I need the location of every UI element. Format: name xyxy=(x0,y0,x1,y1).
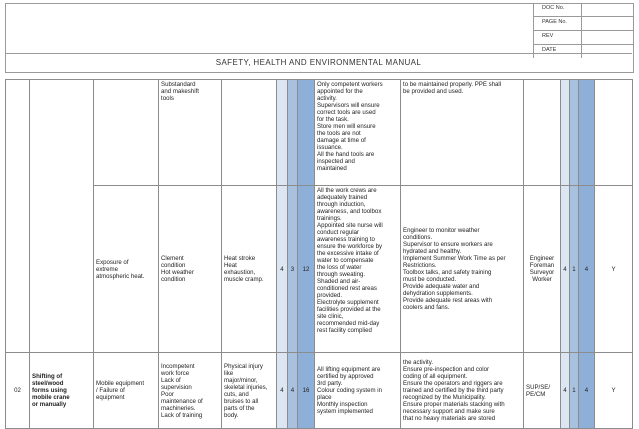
activity-cell: Shifting of steel/wood forms using mobile crane or manually xyxy=(30,353,94,429)
doc-no-row xyxy=(534,3,633,17)
residual-likelihood-cell: 4 xyxy=(561,353,570,429)
cause-cell: Clement condition Hot weather condition xyxy=(159,186,222,353)
control-measures-cell: All the work crews are adequately trained through induction, awareness, and toolbox trainings. Appointed site nurse will conduct regular awareness training to ensure the workforce by the excessive intake of water to compensate the loss of water through sweating. Shaded and air- conditioned rest areas provided. Electrolyte supplement facilities provided at the site clinic, recommended mid-day rest facility complied xyxy=(315,186,401,353)
effect-cell: Physical injury like major/minor, skeletal injuries, cuts, and bruises to all parts of the body. xyxy=(222,353,277,429)
residual-severity-cell: 1 xyxy=(570,353,579,429)
likelihood-cell xyxy=(277,80,288,186)
risk-cell: 12 xyxy=(298,186,315,353)
rev-row xyxy=(534,31,633,45)
likelihood-cell: 4 xyxy=(277,353,288,429)
hazard-cell: Mobile equipment / Failure of equipment xyxy=(94,353,159,429)
severity-cell xyxy=(288,80,298,186)
doc-no-label: DOC No. xyxy=(542,5,565,11)
responsibility-cell: SUP/SE/ PE/CM xyxy=(524,353,561,429)
date-label: DATE xyxy=(542,47,557,53)
residual-risk-cell: 4 xyxy=(579,186,595,353)
additional-controls-cell: Engineer to monitor weather conditions. Supervisor to ensure workers are hydrated and healthy. Implement Summer Work Time as per Restrictions. Toolbox talks, and safety training must be conducted. Provide adequate water and dehydration supplements. Provide adequate rest areas with coolers and fans. xyxy=(401,186,524,353)
control-measures-cell: Only competent workers appointed for the activity. Supervisors will ensure correct tools are used for the task. Store men will ensure the tools are not damage at time of issuance. All the hand tools are inspected and maintained xyxy=(315,80,401,186)
page-no-row xyxy=(534,17,633,31)
residual-severity-cell xyxy=(570,80,579,186)
table-row xyxy=(6,353,633,429)
manual-title: SAFETY, HEALTH AND ENVIRONMENTAL MANUAL xyxy=(5,53,632,72)
document-control-box xyxy=(533,3,633,58)
cause-cell: Substandard and makeshift tools xyxy=(159,80,222,186)
hazard-cell xyxy=(94,80,159,186)
cause-cell: Incompetent work force Lack of supervision Poor maintenance of machineries. Lack of training xyxy=(159,353,222,429)
severity-cell: 4 xyxy=(288,353,298,429)
acceptable-cell xyxy=(595,80,633,186)
residual-likelihood-cell xyxy=(561,80,570,186)
risk-cell xyxy=(298,80,315,186)
residual-likelihood-cell: 4 xyxy=(561,186,570,353)
risk-assessment-table xyxy=(5,79,632,428)
table-row xyxy=(6,186,633,353)
residual-risk-cell xyxy=(579,80,595,186)
residual-risk-cell: 4 xyxy=(579,353,595,429)
additional-controls-cell: the activity. Ensure pre-inspection and color coding of all equipment. Ensure the operators and riggers are trained and certified by the third party recognized by the Municipality. Ensure proper materials stacking with necessary support and make sure that no heavy materials are stored xyxy=(401,353,524,429)
responsibility-cell xyxy=(524,80,561,186)
acceptable-cell: Y xyxy=(595,186,633,353)
additional-controls-cell: to be maintained properly. PPE shall be provided and used. xyxy=(401,80,524,186)
table-row xyxy=(6,80,633,186)
residual-severity-cell: 1 xyxy=(570,186,579,353)
effect-cell xyxy=(222,80,277,186)
control-measures-cell: All lifting equipment are certified by approved 3rd party. Colour coding system in place Monthly inspection system implemented xyxy=(315,353,401,429)
acceptable-cell: Y xyxy=(595,353,633,429)
severity-cell: 3 xyxy=(288,186,298,353)
rev-label: REV xyxy=(542,33,554,39)
effect-cell: Heat stroke Heat exhaustion, muscle cramp. xyxy=(222,186,277,353)
risk-cell: 16 xyxy=(298,353,315,429)
page-no-label: PAGE No. xyxy=(542,19,567,25)
row-no-cell: 02 xyxy=(6,353,30,429)
activity-cell xyxy=(30,80,94,353)
likelihood-cell: 4 xyxy=(277,186,288,353)
hazard-cell: Exposure of extreme atmospheric heat. xyxy=(94,186,159,353)
row-no-cell xyxy=(6,80,30,353)
responsibility-cell: Engineer Foreman Surveyor Worker xyxy=(524,186,561,353)
